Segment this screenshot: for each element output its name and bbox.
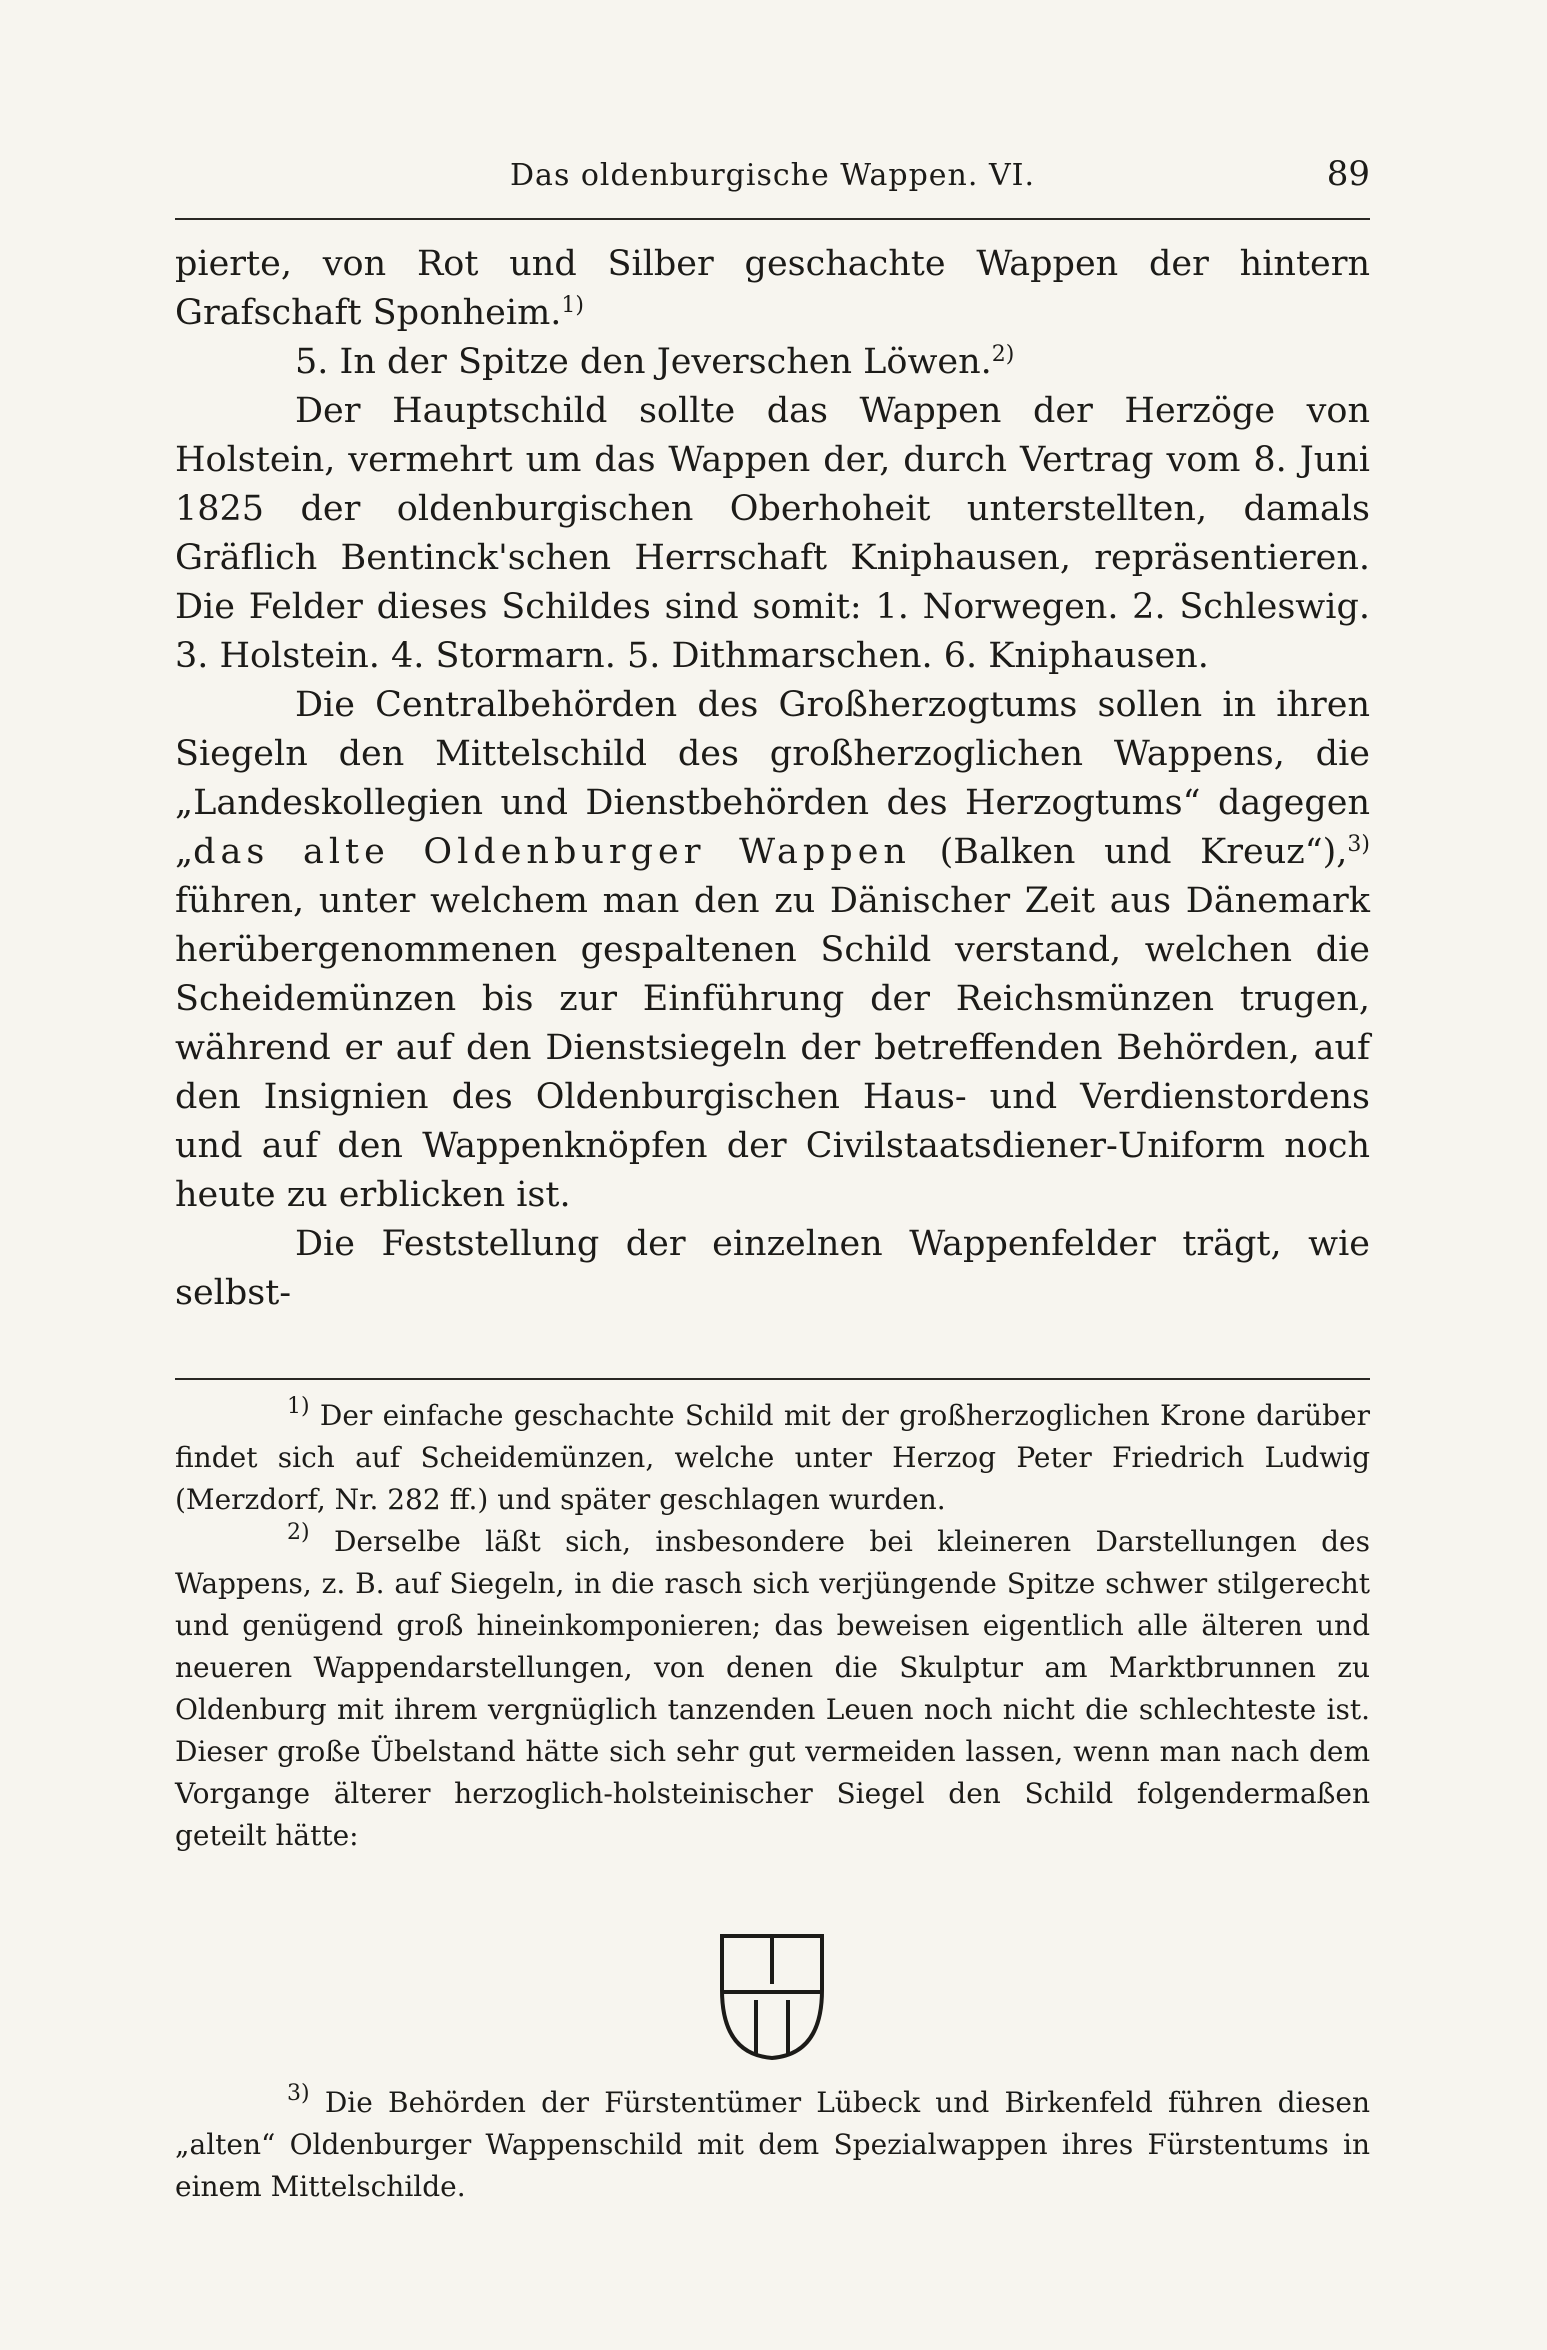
footnote-2-mark: 2) [287,1520,310,1545]
main-text [175,240,1370,1318]
running-head [175,150,1370,210]
paragraph-4-emphasis: das alte Oldenburger Wappen [193,832,911,872]
running-head-title: Das oldenburgische Wappen. VI. [510,158,1035,193]
page-number: 89 [1326,154,1370,194]
paragraph-2-text: 5. In der Spitze den Jeverschen Löwen. [295,342,992,382]
footnote-1-mark: 1) [287,1394,310,1419]
footnote-3-text: Die Behörden der Fürstentümer Lübeck und Birkenfeld führen diesen „alten“ Oldenburger Wappenschild mit dem Spezialwappen ihres Fürstentums in einem Mittelschilde. [175,2086,1371,2203]
footnote-3 [175,2082,1370,2208]
paragraph-4-text-b: (Balken und Kreuz“), [910,832,1348,872]
paragraph-4-text-c: führen, unter welchem man den zu Dänischer Zeit aus Dänemark herübergenommenen gespaltenen Schild verstand, welchen die Scheidemünzen bis zur Einführung der Reichsmünzen trugen, während er auf den Dienstsiegeln der betreffenden Behörden, auf den Insignien des Oldenburgischen Haus- und Verdienstordens und auf den Wappenknöpfen der Civilstaatsdiener-Uniform noch heute zu erblicken ist. [175,881,1370,1215]
paragraph-1 [175,240,1370,338]
paragraph-4-text-a: Die Centralbehörden des Großherzogtums sollen in ihren Siegeln den Mittelschild des großherzoglichen Wappens, die „Landeskollegien und Dienstbehörden des Herzogtums“ dagegen „ [175,685,1370,872]
footnote-1-text: Der einfache geschachte Schild mit der großherzoglichen Krone darüber findet sich auf Scheidemünzen, welche unter Herzog Peter Friedrich Ludwig (Merzdorf, Nr. 282 ff.) und später geschlagen wurden. [175,1399,1370,1516]
header-rule [175,218,1370,220]
paragraph-4 [175,681,1370,1220]
footnote-2 [175,1521,1370,1857]
footnote-2-text: Derselbe läßt sich, insbesondere bei kleineren Darstellungen des Wappens, z. B. auf Siegeln, in die rasch sich verjüngende Spitze schwer stilgerecht und genügend groß hineinkomponieren; das beweisen eigentlich alle älteren und neueren Wappendarstellungen, von denen die Skulptur am Marktbrunnen zu Oldenburg mit ihrem vergnüglich tanzenden Leuen noch nicht die schlechteste ist. Dieser große Übelstand hätte sich sehr gut vermeiden lassen, wenn man nach dem Vorgange älterer herzoglich-holsteinischer Siegel den Schild folgendermaßen geteilt hätte: [175,1525,1370,1852]
shield-division-icon [718,1932,826,2062]
footnote-3-block [175,2082,1370,2208]
paragraph-3: Der Hauptschild sollte das Wappen der Herzöge von Holstein, vermehrt um das Wappen der, durch Vertrag vom 8. Juni 1825 der oldenburgischen Oberhoheit unterstellten, damals Gräflich Bentinck'schen Herrschaft Kniphausen, repräsentieren. Die Felder dieses Schildes sind somit: 1. Norwegen. 2. Schleswig. 3. Holstein. 4. Stormarn. 5. Dithmarschen. 6. Kniphausen. [175,391,1370,676]
footnote-3-mark: 3) [287,2081,310,2106]
paragraph-5: Die Feststellung der einzelnen Wappenfelder trägt, wie selbst- [175,1224,1370,1313]
footnote-1 [175,1395,1370,1521]
footnote-rule [175,1378,1370,1380]
footnote-ref-1: 1) [561,293,584,318]
footnotes [175,1395,1370,1857]
paragraph-2 [175,338,1370,387]
footnote-ref-3: 3) [1347,832,1371,857]
footnote-ref-2: 2) [991,342,1015,367]
paragraph-1-text: pierte, von Rot und Silber geschachte Wappen der hintern Grafschaft Sponheim. [175,244,1370,333]
